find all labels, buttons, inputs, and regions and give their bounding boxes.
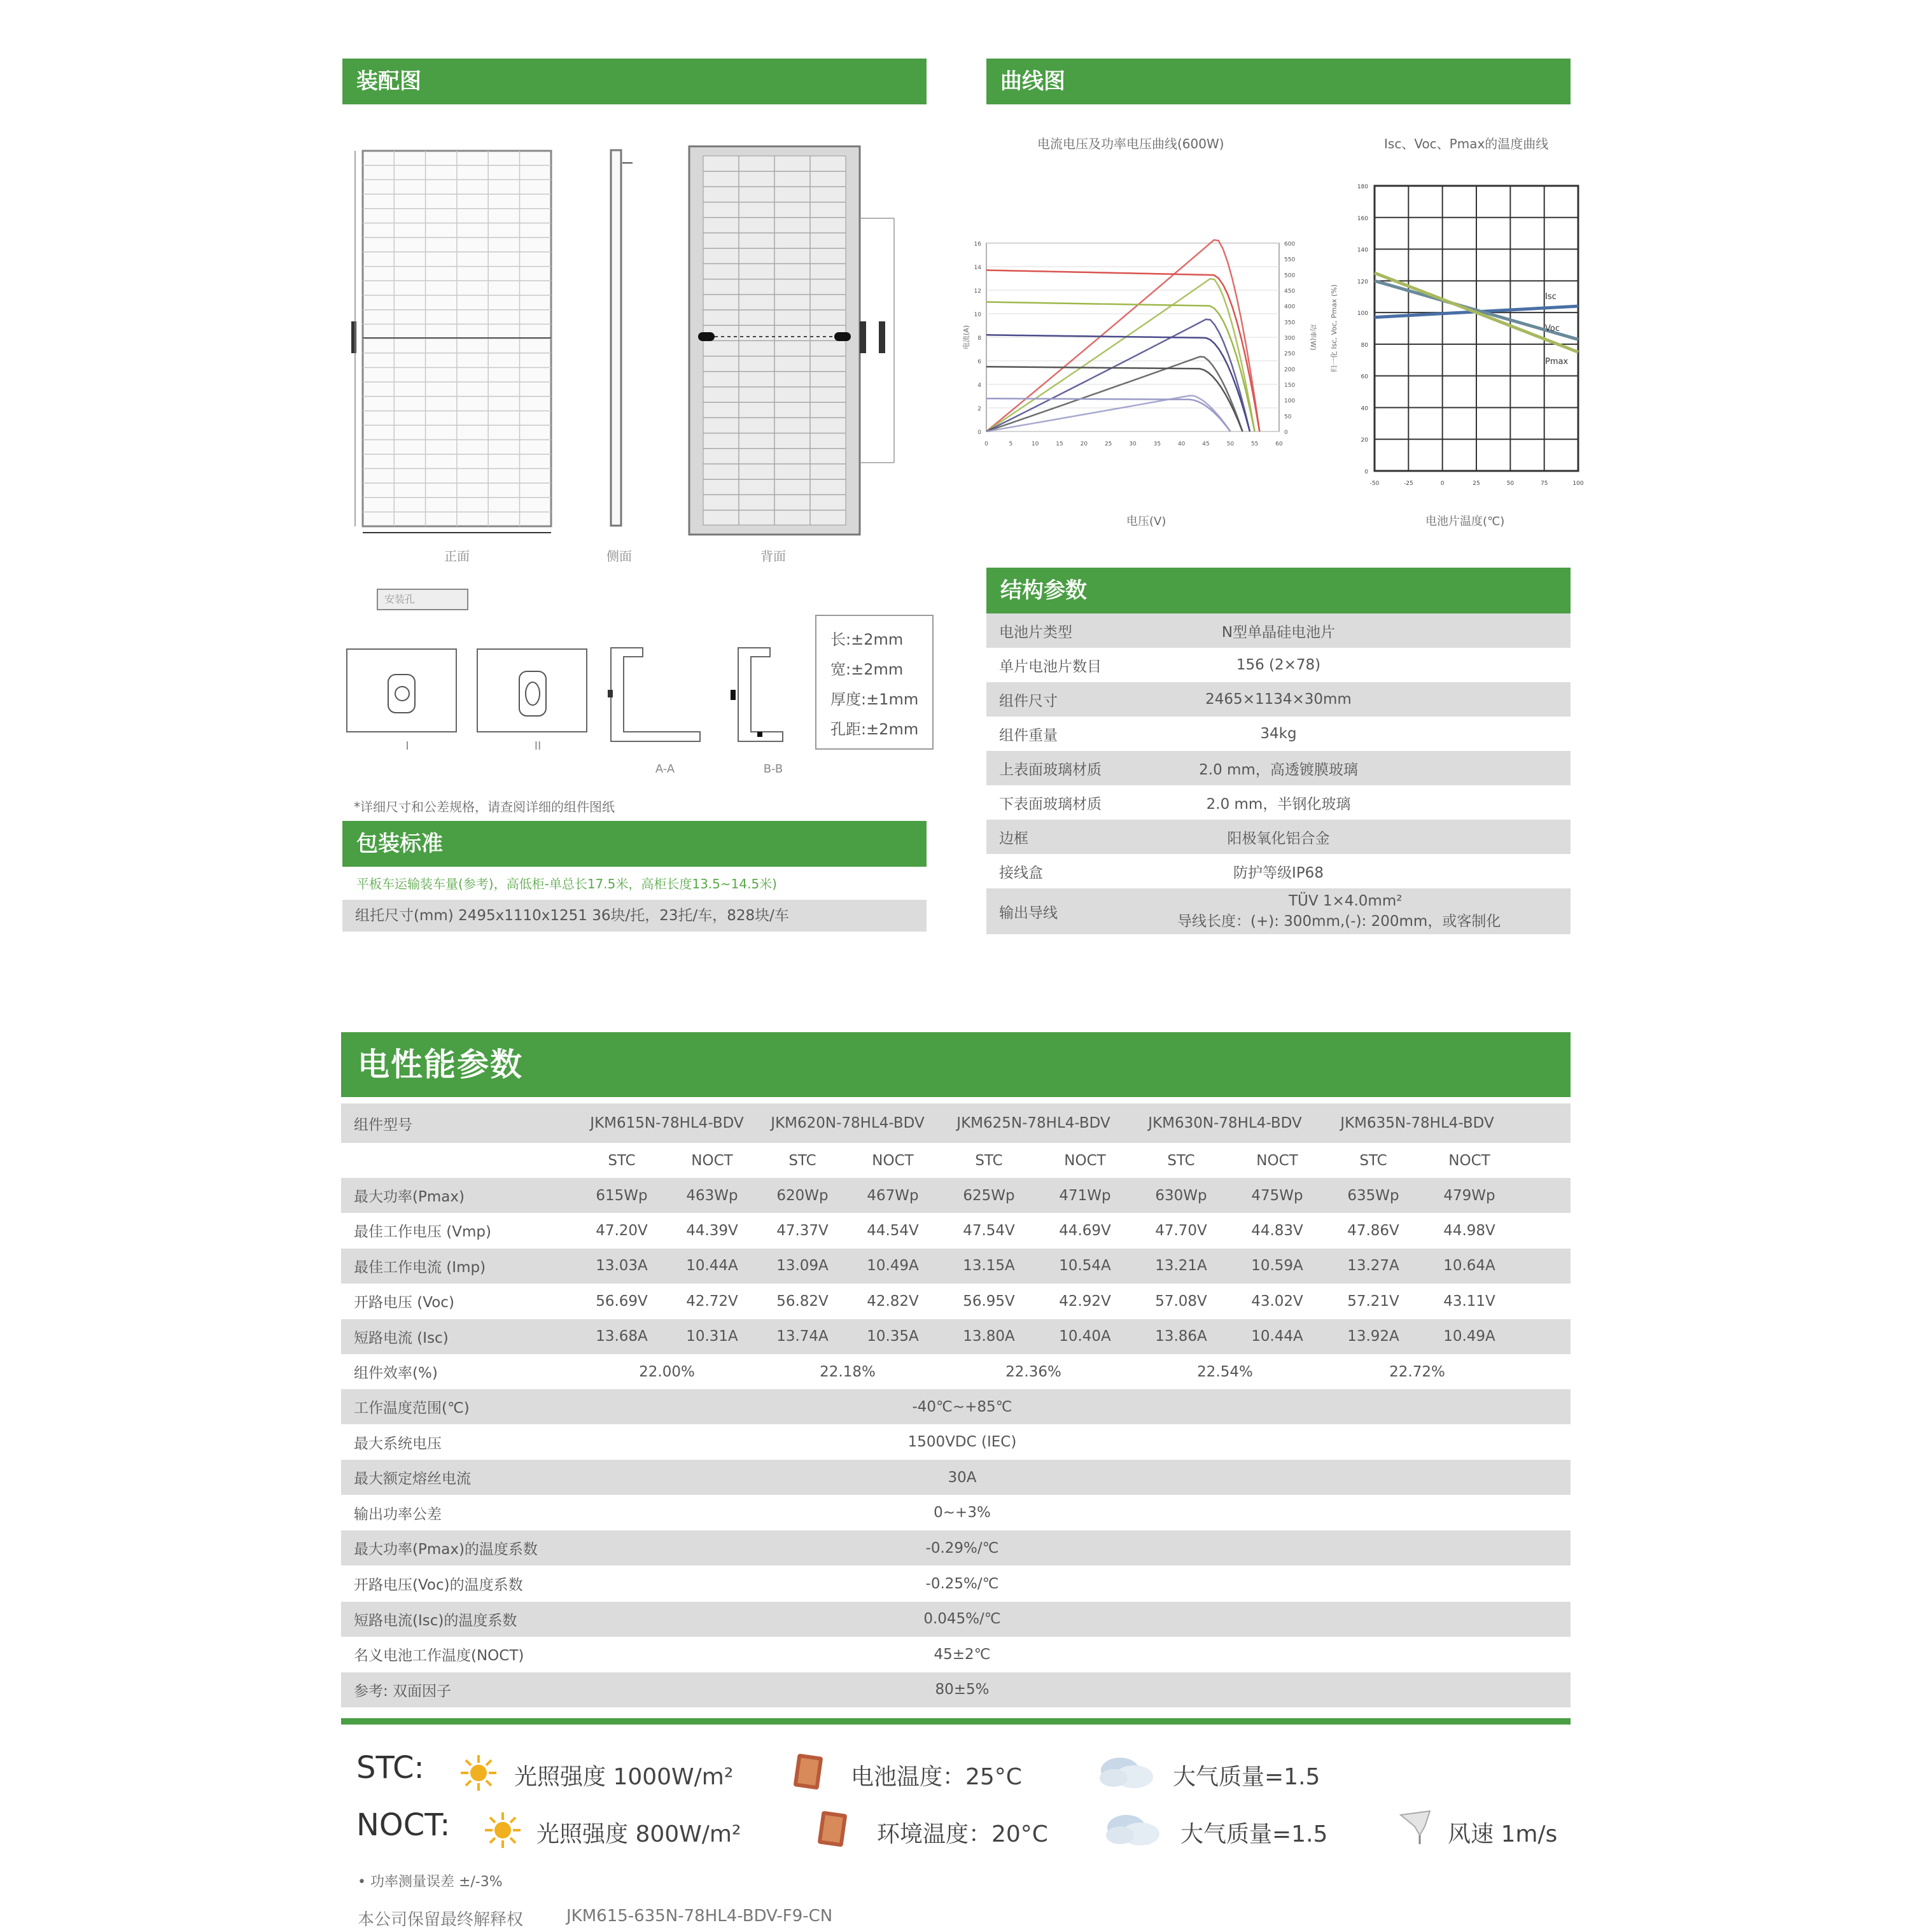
electrical-spec-label: 名义电池工作温度(NOCT) [354, 1648, 524, 1665]
side-view-drawing [603, 148, 635, 529]
stc-header: STC [1359, 1152, 1387, 1169]
electrical-value: 10.64A [1443, 1257, 1495, 1275]
structure-row [986, 648, 1571, 682]
electrical-value: 57.08V [1155, 1292, 1207, 1310]
assembly-note: *详细尺寸和公差规格，请查阅详细的组件图纸 [354, 799, 615, 815]
electrical-value: 10.49A [867, 1257, 919, 1275]
chart2-y-tick: 20 [1361, 437, 1368, 444]
electrical-value: 13.03A [596, 1257, 648, 1275]
chart1-xlabel: 电压(V) [1126, 515, 1166, 528]
electrical-value: 56.82V [776, 1292, 829, 1310]
structure-value: 阳极氧化铝合金 [1227, 830, 1330, 847]
rights-notice: 本公司保留最终解释权 [358, 1910, 524, 1929]
electrical-value: 10.54A [1059, 1257, 1111, 1275]
chart1-ylabel: 电流(A) [962, 325, 970, 350]
electrical-param-label: 短路电流 (Isc) [354, 1329, 449, 1347]
output-cable-spec: TÜV 1×4.0mm² [1289, 892, 1403, 909]
chart2-ylabel: 归一化 Isc, Voc, Pmax (%) [1330, 284, 1338, 373]
electrical-value: 467Wp [867, 1187, 919, 1204]
electrical-value: 47.70V [1155, 1222, 1207, 1239]
electrical-value: 10.44A [1251, 1328, 1303, 1345]
electrical-spec-row [341, 1495, 1571, 1530]
front-label: 正面 [444, 549, 470, 564]
front-panel-drawing [349, 143, 565, 538]
section-aa-label: A-A [655, 762, 675, 776]
structure-row [986, 820, 1571, 854]
electrical-param-label: 开路电压 (Voc) [354, 1294, 454, 1312]
cloud-icon [1095, 1751, 1158, 1792]
chart2-x-tick: 100 [1572, 480, 1584, 487]
noct-air-mass: 大气质量=1.5 [1180, 1821, 1328, 1847]
chart1-y2-tick: 150 [1284, 382, 1296, 389]
electrical-title: 电性能参数 [341, 1032, 1571, 1097]
electrical-param-label: 最佳工作电压 (Vmp) [354, 1224, 491, 1241]
chart1-y-tick: 0 [977, 430, 981, 436]
electrical-value: 44.54V [867, 1222, 919, 1239]
output-cable-length: 导线长度：(+): 300mm,(-): 200mm，或客制化 [1177, 913, 1501, 930]
structure-key: 组件尺寸 [999, 692, 1058, 710]
stc-air-mass: 大气质量=1.5 [1173, 1764, 1320, 1790]
chart1-x-tick: 55 [1250, 441, 1259, 447]
back-label: 背面 [760, 549, 786, 564]
efficiency-label: 组件效率(%) [354, 1365, 438, 1382]
assembly-title: 装配图 [342, 59, 927, 104]
electrical-spec-value: -0.25%/℃ [925, 1575, 999, 1592]
chart1-y2-tick: 50 [1284, 414, 1292, 421]
tolerance-hole: 孔距:±2mm [830, 720, 919, 738]
model-name: JKM620N-78HL4-BDV [771, 1115, 925, 1131]
chart2-y-tick: 140 [1357, 247, 1368, 254]
chart1-x-tick: 50 [1226, 441, 1235, 447]
electrical-value: 463Wp [686, 1187, 738, 1204]
hole-legend: 安装孔 [377, 589, 468, 610]
electrical-value: 630Wp [1155, 1187, 1207, 1204]
chart2-y-tick: 120 [1357, 279, 1368, 286]
electrical-value: 479Wp [1443, 1187, 1495, 1204]
chart1-x-tick: 35 [1153, 441, 1161, 447]
electrical-value: 47.54V [963, 1222, 1015, 1239]
electrical-value: 10.35A [867, 1328, 919, 1345]
electrical-spec-value: 1500VDC (IEC) [907, 1434, 1017, 1451]
electrical-spec-value: 45±2℃ [934, 1646, 991, 1663]
efficiency-value: 22.18% [820, 1363, 876, 1380]
electrical-value: 625Wp [963, 1187, 1015, 1204]
structure-value: 2.0 mm，高透镀膜玻璃 [1199, 761, 1358, 778]
temperature-series-label: Pmax [1545, 357, 1569, 367]
electrical-value: 13.15A [963, 1257, 1015, 1275]
structure-value: N型单晶硅电池片 [1221, 624, 1336, 641]
cell-temperature-icon [789, 1751, 830, 1792]
chart1-x-tick: 0 [984, 441, 988, 447]
electrical-spec-label: 最大功率(Pmax)的温度系数 [354, 1541, 538, 1558]
stc-irradiance: 光照强度 1000W/m² [514, 1764, 734, 1790]
electrical-row [341, 1249, 1571, 1284]
sun-icon [484, 1811, 522, 1849]
structure-value: 156 (2×78) [1236, 657, 1321, 673]
structure-key: 边框 [999, 830, 1028, 847]
electrical-spec-label: 开路电压(Voc)的温度系数 [354, 1577, 523, 1593]
electrical-value: 475Wp [1251, 1187, 1303, 1204]
model-label: 组件型号 [354, 1116, 412, 1133]
section-ii-label: II [534, 739, 542, 753]
power-tolerance-note: • 功率测量误差 ±/-3% [358, 1874, 503, 1890]
stc-header: STC [788, 1152, 816, 1169]
structure-row [986, 613, 1571, 648]
cloud-icon [1101, 1809, 1165, 1849]
electrical-spec-value: -0.29%/℃ [925, 1539, 999, 1557]
electrical-row [341, 1284, 1571, 1319]
chart1-y2-tick: 0 [1284, 430, 1288, 436]
iv-curve-chart [961, 229, 1317, 465]
electrical-value: 13.86A [1155, 1328, 1207, 1345]
tolerance-box [815, 615, 934, 750]
noct-ambient-temperature: 环境温度：20°C [877, 1821, 1048, 1847]
condition-header-row [341, 1143, 1571, 1178]
efficiency-row [341, 1354, 1571, 1389]
electrical-value: 620Wp [776, 1187, 829, 1204]
electrical-value: 42.82V [867, 1292, 919, 1310]
chart1-x-tick: 45 [1202, 441, 1210, 447]
chart2-x-tick: 0 [1440, 480, 1445, 487]
electrical-spec-row [341, 1637, 1571, 1672]
structure-row [986, 785, 1571, 820]
electrical-spec-label: 输出功率公差 [354, 1506, 442, 1523]
chart1-y-tick: 2 [977, 406, 981, 412]
electrical-spec-row [341, 1460, 1571, 1495]
chart2-title: Isc、Voc、Pmax的温度曲线 [1384, 136, 1549, 151]
noct-header: NOCT [1256, 1152, 1298, 1169]
model-name: JKM630N-78HL4-BDV [1148, 1115, 1302, 1131]
stc-cell-temperature: 电池温度：25°C [851, 1764, 1022, 1790]
noct-irradiance: 光照强度 800W/m² [536, 1821, 741, 1847]
electrical-spec-row [341, 1530, 1571, 1565]
temperature-series-label: Voc [1545, 324, 1560, 333]
chart1-y2-tick: 200 [1284, 367, 1296, 374]
electrical-value: 13.27A [1347, 1257, 1399, 1275]
electrical-value: 42.72V [686, 1292, 738, 1310]
chart1-x-tick: 30 [1129, 441, 1137, 447]
electrical-spec-value: 0.045%/℃ [923, 1611, 1001, 1628]
noct-label: NOCT: [356, 1807, 451, 1843]
electrical-spec-label: 最大系统电压 [354, 1435, 442, 1452]
structure-key: 电池片类型 [999, 624, 1072, 641]
chart1-y2-tick: 300 [1284, 335, 1296, 342]
chart1-y-tick: 6 [977, 359, 981, 365]
electrical-value: 43.02V [1251, 1292, 1303, 1310]
chart1-y2label: 功率(W) [1309, 324, 1317, 351]
structure-title: 结构参数 [986, 568, 1571, 613]
electrical-spec-value: 80±5% [935, 1681, 990, 1698]
electrical-param-label: 最大功率(Pmax) [354, 1189, 465, 1205]
structure-row [986, 854, 1571, 888]
electrical-value: 13.92A [1347, 1328, 1399, 1345]
structure-value: 34kg [1260, 725, 1297, 742]
chart1-title: 电流电压及功率电压曲线(600W) [1037, 136, 1224, 151]
structure-value: 2465×1134×30mm [1205, 691, 1352, 708]
electrical-spec-row [341, 1425, 1571, 1460]
electrical-spec-row [341, 1566, 1571, 1601]
back-panel-drawing [684, 137, 907, 538]
structure-row [986, 888, 1571, 934]
efficiency-value: 22.00% [639, 1363, 695, 1380]
electrical-value: 10.40A [1059, 1328, 1111, 1345]
noct-header: NOCT [1064, 1152, 1106, 1169]
electrical-row [341, 1319, 1571, 1354]
electrical-value: 10.59A [1251, 1257, 1303, 1275]
chart1-x-tick: 10 [1031, 441, 1039, 447]
tolerance-width: 宽:±2mm [830, 661, 904, 678]
chart2-x-tick: 25 [1473, 480, 1480, 487]
electrical-value: 10.31A [686, 1328, 738, 1345]
electrical-value: 44.98V [1443, 1222, 1495, 1239]
chart2-y-tick: 100 [1357, 311, 1368, 318]
chart2-y-tick: 80 [1361, 342, 1368, 349]
chart1-x-tick: 5 [1009, 441, 1013, 447]
model-name: JKM615N-78HL4-BDV [590, 1115, 744, 1131]
electrical-value: 57.21V [1347, 1292, 1399, 1310]
electrical-value: 56.95V [963, 1292, 1015, 1310]
structure-key: 上表面玻璃材质 [999, 761, 1102, 778]
electrical-value: 13.80A [963, 1328, 1015, 1345]
structure-key: 下表面玻璃材质 [999, 795, 1102, 813]
stc-header: STC [1167, 1152, 1195, 1169]
electrical-spec-label: 工作温度范围(℃) [354, 1400, 470, 1417]
tolerance-thickness: 厚度:±1mm [830, 690, 919, 708]
noct-wind-speed: 风速 1m/s [1448, 1821, 1558, 1847]
chart1-y2-tick: 100 [1284, 398, 1296, 405]
chart2-x-tick: -50 [1369, 480, 1380, 487]
structure-row [986, 717, 1571, 751]
packaging-title: 包装标准 [342, 821, 927, 867]
chart1-y-tick: 12 [974, 288, 981, 295]
chart1-y2-tick: 250 [1284, 351, 1296, 358]
structure-value: 防护等级IP68 [1233, 864, 1324, 881]
electrical-spec-row [341, 1672, 1571, 1707]
electrical-row [341, 1178, 1571, 1213]
curves-title: 曲线图 [986, 59, 1571, 104]
electrical-value: 47.86V [1347, 1222, 1399, 1239]
chart1-x-tick: 20 [1080, 441, 1088, 447]
chart1-x-tick: 60 [1275, 441, 1283, 447]
temperature-curve-chart [1324, 178, 1591, 503]
chart1-y2-tick: 350 [1284, 319, 1296, 326]
electrical-spec-value: -40℃~+85℃ [912, 1398, 1012, 1415]
electrical-param-label: 最佳工作电流 (Imp) [354, 1259, 486, 1276]
structure-value: 2.0 mm，半钢化玻璃 [1206, 795, 1351, 813]
electrical-row [341, 1213, 1571, 1248]
electrical-value: 635Wp [1347, 1187, 1399, 1204]
electrical-value: 13.74A [776, 1328, 829, 1345]
document-code: JKM615-635N-78HL4-BDV-F9-CN [566, 1907, 833, 1926]
structure-value [1158, 893, 1571, 930]
structure-key: 单片电池片数目 [999, 658, 1102, 675]
stc-header: STC [975, 1152, 1003, 1169]
electrical-value: 10.49A [1443, 1328, 1495, 1345]
electrical-spec-value: 0~+3% [934, 1504, 991, 1522]
structure-row [986, 682, 1571, 717]
temperature-series-label: Isc [1545, 292, 1557, 302]
chart1-y2-tick: 550 [1284, 256, 1296, 263]
wind-icon [1397, 1807, 1435, 1845]
model-name: JKM635N-78HL4-BDV [1340, 1115, 1494, 1131]
electrical-value: 42.92V [1059, 1292, 1111, 1310]
efficiency-value: 22.72% [1389, 1363, 1445, 1380]
structure-row [986, 751, 1571, 785]
ambient-temperature-icon [813, 1809, 854, 1849]
chart1-y-tick: 4 [977, 382, 981, 389]
electrical-spec-label: 最大额定熔丝电流 [354, 1471, 471, 1488]
chart1-y-tick: 14 [974, 265, 981, 271]
electrical-spec-row [341, 1602, 1571, 1637]
model-header-row [341, 1103, 1571, 1143]
electrical-spec-label: 参考: 双面因子 [354, 1683, 452, 1700]
chart1-y-tick: 16 [974, 241, 981, 248]
electrical-value: 13.21A [1155, 1257, 1207, 1275]
noct-header: NOCT [872, 1152, 914, 1169]
electrical-value: 13.09A [776, 1257, 829, 1275]
electrical-value: 44.83V [1251, 1222, 1303, 1239]
packaging-line2: 组托尺寸(mm) 2495x1110x1251 36块/托，23托/车，828块/车 [342, 900, 927, 932]
chart2-y-tick: 180 [1357, 184, 1368, 190]
side-label: 侧面 [606, 549, 632, 564]
sun-icon [459, 1754, 498, 1792]
chart2-y-tick: 60 [1361, 374, 1368, 381]
structure-key: 接线盒 [999, 864, 1043, 881]
model-name: JKM625N-78HL4-BDV [956, 1115, 1110, 1131]
chart2-y-tick: 40 [1361, 405, 1368, 412]
section-bb-label: B-B [763, 762, 783, 776]
electrical-spec-value: 30A [948, 1469, 977, 1486]
chart1-y-tick: 10 [974, 312, 981, 318]
chart2-y-tick: 160 [1357, 215, 1368, 222]
electrical-value: 44.39V [686, 1222, 738, 1239]
noct-header: NOCT [691, 1152, 733, 1169]
efficiency-value: 22.36% [1005, 1363, 1061, 1380]
chart2-x-tick: 75 [1540, 480, 1548, 487]
electrical-value: 44.69V [1059, 1222, 1111, 1239]
chart1-y2-tick: 600 [1284, 241, 1296, 248]
section-divider [341, 1718, 1571, 1725]
electrical-value: 10.44A [686, 1257, 738, 1275]
noct-header: NOCT [1448, 1152, 1490, 1169]
chart1-y2-tick: 500 [1284, 272, 1296, 279]
chart2-y-tick: 0 [1364, 469, 1368, 475]
packaging-line1: 平板车运输装车量(参考)，高低柜-单总长17.5米，高柜长度13.5~14.5米) [356, 876, 777, 892]
electrical-value: 47.37V [776, 1222, 829, 1239]
efficiency-value: 22.54% [1197, 1363, 1253, 1380]
chart1-y2-tick: 400 [1284, 304, 1296, 311]
electrical-value: 56.69V [596, 1292, 648, 1310]
electrical-spec-label: 短路电流(Isc)的温度系数 [354, 1612, 517, 1629]
structure-key: 输出导线 [999, 904, 1058, 921]
electrical-value: 471Wp [1059, 1187, 1111, 1204]
chart2-x-tick: -25 [1403, 480, 1413, 487]
structure-key: 组件重量 [999, 727, 1058, 744]
chart1-x-tick: 40 [1177, 441, 1186, 447]
tolerance-length: 长:±2mm [830, 631, 904, 648]
electrical-value: 47.20V [596, 1222, 648, 1239]
chart1-y2-tick: 450 [1284, 288, 1296, 295]
electrical-spec-row [341, 1389, 1571, 1424]
section-i-label: I [405, 739, 409, 753]
electrical-value: 13.68A [596, 1328, 648, 1345]
chart2-x-tick: 50 [1506, 480, 1515, 487]
chart1-x-tick: 25 [1104, 441, 1112, 447]
chart2-xlabel: 电池片温度(℃) [1425, 515, 1505, 528]
electrical-value: 43.11V [1443, 1292, 1495, 1310]
stc-label: STC: [356, 1750, 424, 1786]
chart1-y-tick: 8 [977, 335, 981, 342]
chart1-x-tick: 15 [1056, 441, 1063, 447]
electrical-value: 615Wp [596, 1187, 648, 1204]
stc-header: STC [608, 1152, 636, 1169]
